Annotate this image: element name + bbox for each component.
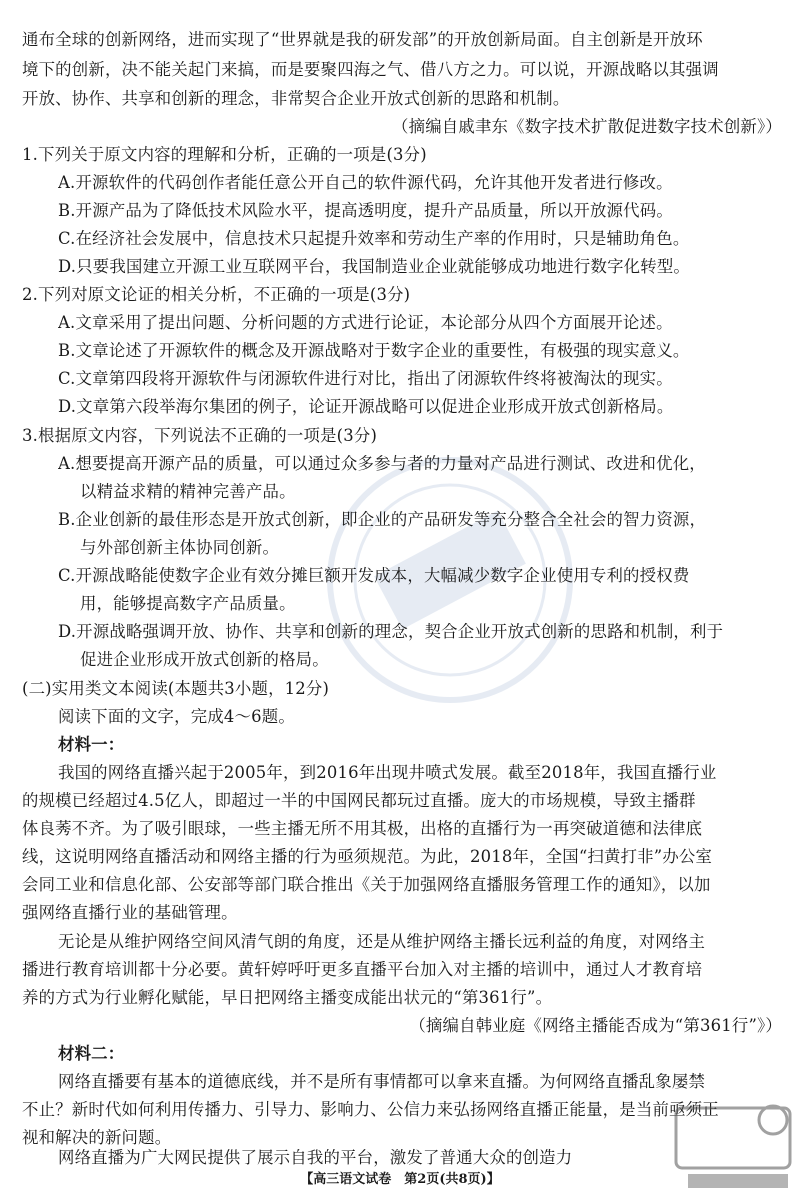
option-3a-cont: 以精益求精的精神完善产品。 [80,482,296,501]
paragraph-line: 无论是从维护网络空间风清气朗的角度，还是从维护网络主播长远利益的角度，对网络主 [58,932,706,951]
option-2a: A.文章采用了提出问题、分析问题的方式进行论证，本论部分从四个方面展开论述。 [58,313,673,332]
question-1-stem: 1.下列关于原文内容的理解和分析，正确的一项是(3分) [22,145,427,164]
text-line: 开放、协作、共享和创新的理念，非常契合企业开放式创新的思路和机制。 [22,89,570,108]
option-3c-cont: 用，能够提高数字产品质量。 [80,594,296,613]
material-two-heading: 材料二： [58,1044,125,1063]
paragraph-line: 我国的网络直播兴起于2005年，到2016年出现井喷式发展。截至2018年，我国直播行业 [58,763,717,782]
answer-site-logo-icon [668,1100,798,1195]
option-1d: D.只要我国建立开源工业互联网平台，我国制造业企业就能够成功地进行数字化转型。 [58,257,691,276]
material-one-heading: 材料一： [58,735,125,754]
paragraph-line: 线，这说明网络直播活动和网络主播的行为亟须规范。为此，2018年，全国“扫黄打非”办公室 [22,847,713,866]
section-heading: (二)实用类文本阅读(本题共3小题，12分) [22,679,330,698]
paragraph-line: 视和解决的新问题。 [22,1128,172,1147]
option-2d: D.文章第六段举海尔集团的例子，论证开源战略可以促进企业形成开放式创新格局。 [58,397,674,416]
paragraph-line: 会同工业和信息化部、公安部等部门联合推出《关于加强网络直播服务管理工作的通知》，以加 [22,875,711,894]
instruction-text: 阅读下面的文字，完成4～6题。 [58,707,295,726]
question-3-stem: 3.根据原文内容，下列说法不正确的一项是(3分) [22,426,378,445]
option-1a: A.开源软件的代码创作者能任意公开自己的软件源代码，允许其他开发者进行修改。 [58,173,673,192]
paragraph-line: 不止？新时代如何利用传播力、引导力、影响力、公信力来弘扬网络直播正能量，是当前亟须正 [22,1100,719,1119]
option-3c: C.开源战略能使数字企业有效分摊巨额开发成本，大幅减少数字企业使用专利的授权费 [58,566,690,585]
paragraph-line: 体良莠不齐。为了吸引眼球，一些主播无所不用其极，出格的直播行为一再突破道德和法律底 [22,819,703,838]
option-1b: B.开源产品为了降低技术风险水平，提高透明度，提升产品质量，所以开放源代码。 [58,201,673,220]
source-citation: （摘编自戚聿东《数字技术扩散促进数字技术创新》） [392,117,782,136]
option-3b-cont: 与外部创新主体协同创新。 [80,538,280,557]
option-3b: B.企业创新的最佳形态是开放式创新，即企业的产品研发等充分整合全社会的智力资源， [58,510,707,529]
paragraph-line: 的规模已经超过4.5亿人，即超过一半的中国网民都玩过直播。庞大的市场规模，导致主播群 [22,791,696,810]
option-1c: C.在经济社会发展中，信息技术只起提升效率和劳动生产率的作用时，只是辅助角色。 [58,229,690,248]
page-footer: 【高三语文试卷 第2页(共8页)】 [300,1172,500,1187]
paragraph-line: 播进行教育培训都十分必要。黄轩婷呼吁更多直播平台加入对主播的培训中，通过人才教育培 [22,960,703,979]
option-3a: A.想要提高开源产品的质量，可以通过众多参与者的力量对产品进行测试、改进和优化， [58,454,706,473]
option-3d-cont: 促进企业形成开放式创新的格局。 [80,650,329,669]
paragraph-line: 网络直播为广大网民提供了展示自我的平台，激发了普通大众的创造力 [58,1148,573,1167]
text-line: 通布全球的创新网络，进而实现了“世界就是我的研发部”的开放创新局面。自主创新是开放环 [22,30,703,49]
question-2-stem: 2.下列对原文论证的相关分析，不正确的一项是(3分) [22,285,411,304]
option-3d: D.开源战略强调开放、协作、共享和创新的理念，契合企业开放式创新的思路和机制，利于 [58,622,724,641]
paragraph-line: 强网络直播行业的基础管理。 [22,903,238,922]
option-2b: B.文章论述了开源软件的概念及开源战略对于数字企业的重要性，有极强的现实意义。 [58,341,690,360]
paragraph-line: 养的方式为行业孵化赋能，早日把网络主播变成能出状元的“第361行”。 [22,988,553,1007]
source-citation: （摘编自韩业庭《网络主播能否成为“第361行”》） [409,1016,782,1035]
paragraph-line: 网络直播要有基本的道德底线，并不是所有事情都可以拿来直播。为何网络直播乱象屡禁 [58,1072,706,1091]
option-2c: C.文章第四段将开源软件与闭源软件进行对比，指出了闭源软件终将被淘汰的现实。 [58,369,673,388]
text-line: 境下的创新，决不能关起门来搞，而是要聚四海之气、借八方之力。可以说，开源战略以其强调 [22,60,719,79]
